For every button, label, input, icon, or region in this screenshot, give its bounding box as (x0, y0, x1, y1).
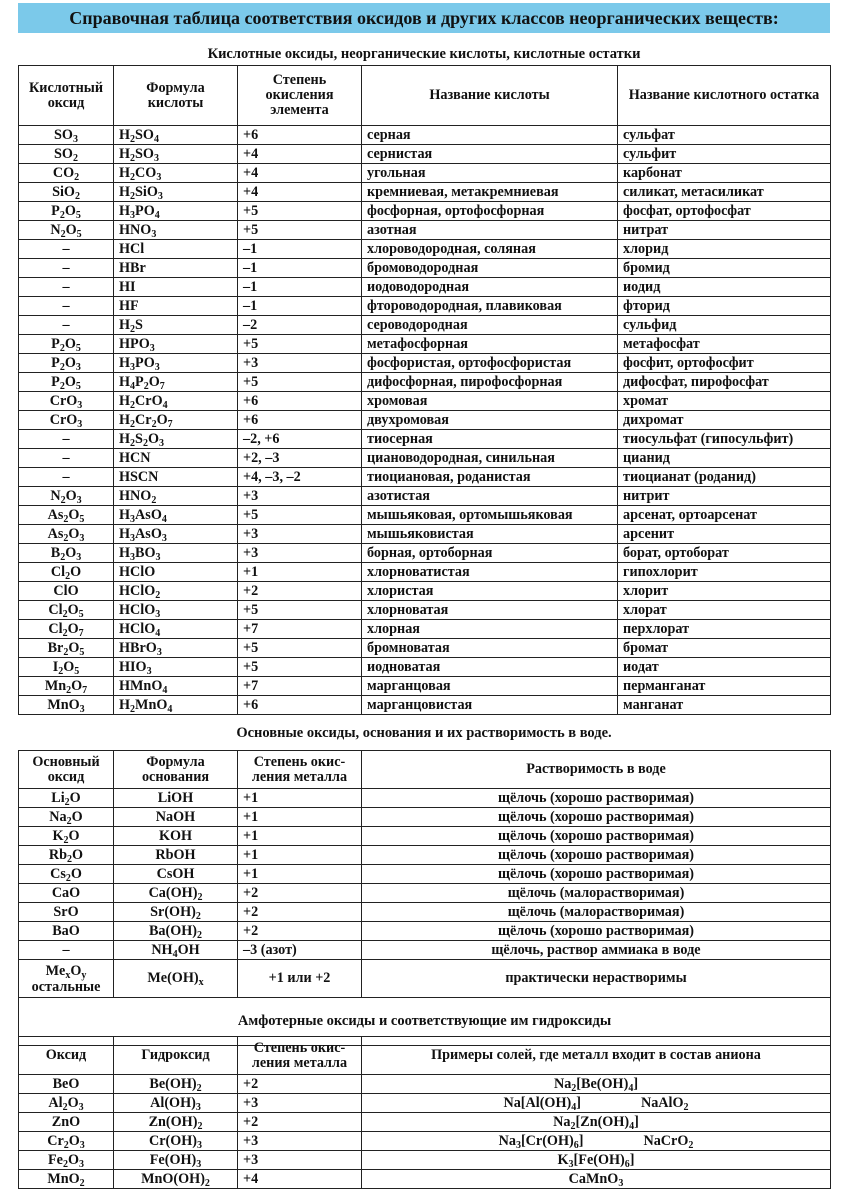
acid-oxidation-cell: +5 (238, 373, 362, 392)
amph-hydroxide-cell: $Zn(OH)_2$ (114, 1113, 238, 1132)
table-row (19, 430, 831, 449)
acid-name-cell: хлорная (362, 620, 618, 639)
amph-salts-cell (362, 1113, 831, 1132)
amph-oxidation-cell: +3 (238, 1094, 362, 1113)
acid-residue-cell: хлорат (618, 601, 831, 620)
amph-oxide-cell: MnO$_2$ (19, 1170, 114, 1189)
acid-residue-cell: тиосульфат (гипосульфит) (618, 430, 831, 449)
basic-oxide-cell: CaO (19, 884, 114, 903)
acid-oxidation-cell: +5 (238, 335, 362, 354)
salt-formula: NaAlO$_2$ (640, 1094, 689, 1113)
basic-base-cell: $Ca(OH)_2$ (114, 884, 238, 903)
amph-oxidation-cell: +4 (238, 1170, 362, 1189)
acid-name-cell: циановодородная, синильная (362, 449, 618, 468)
acid-oxidation-cell: +7 (238, 620, 362, 639)
amph-oxide-cell: BeO (19, 1075, 114, 1094)
acid-name-cell: бромноватая (362, 639, 618, 658)
acid-oxide-cell: – (19, 316, 114, 335)
acid-formula-cell: $H_3AsO_4$ (114, 506, 238, 525)
table-row (19, 696, 831, 715)
table-row (19, 411, 831, 430)
acid-residue-cell: фторид (618, 297, 831, 316)
table-row (19, 789, 831, 808)
basic-solubility-cell: щёлочь (хорошо растворимая) (362, 922, 831, 941)
basic-oxide-cell: SrO (19, 903, 114, 922)
acid-oxide-cell: $As_2O_3$ (19, 525, 114, 544)
amph-hydroxide-cell: $Cr(OH)_3$ (114, 1132, 238, 1151)
acid-name-cell: мышьяковая, ортомышьяковая (362, 506, 618, 525)
amph-hydroxide-cell: $Be(OH)_2$ (114, 1075, 238, 1094)
acid-oxidation-cell: +5 (238, 601, 362, 620)
basic-oxide-cell: $Cs_2O$ (19, 865, 114, 884)
table-row (19, 941, 831, 960)
acid-oxidation-cell: +3 (238, 354, 362, 373)
basic-base-cell: NaOH (114, 808, 238, 827)
acid-formula-cell: $H_4P_2O_7$ (114, 373, 238, 392)
table-row (19, 563, 831, 582)
acid-name-cell: фосфористая, ортофосфористая (362, 354, 618, 373)
table-row (19, 827, 831, 846)
basic-oxidation-cell: +2 (238, 903, 362, 922)
basic-base-cell: $Ba(OH)_2$ (114, 922, 238, 941)
acid-name-cell: фосфорная, ортофосфорная (362, 202, 618, 221)
acid-formula-cell: $H_2SO_3$ (114, 145, 238, 164)
table-row (19, 316, 831, 335)
acid-formula-cell: $H_3PO_3$ (114, 354, 238, 373)
acid-name-cell: сероводородная (362, 316, 618, 335)
acid-name-cell: хлористая (362, 582, 618, 601)
acid-oxide-cell: – (19, 259, 114, 278)
acid-oxide-cell: $B_2O_3$ (19, 544, 114, 563)
acid-oxide-cell: ClO (19, 582, 114, 601)
table-row (19, 658, 831, 677)
basic-solubility-cell: щёлочь (хорошо растворимая) (362, 808, 831, 827)
acid-oxide-cell: MnO$_3$ (19, 696, 114, 715)
table-row (19, 392, 831, 411)
amph-header-oxidation: Степень окис-ления металла (238, 1037, 362, 1075)
acid-name-cell: хлороводородная, соляная (362, 240, 618, 259)
acid-oxidation-cell: +5 (238, 506, 362, 525)
amph-salts-cell (362, 1094, 831, 1113)
acid-oxide-cell: $Br_2O_5$ (19, 639, 114, 658)
acid-name-cell: азотистая (362, 487, 618, 506)
amph-oxide-cell: $Fe_2O_3$ (19, 1151, 114, 1170)
acid-residue-cell: метафосфат (618, 335, 831, 354)
basic-oxidation-cell: +1 (238, 789, 362, 808)
basic-oxide-cell: $Li_2O$ (19, 789, 114, 808)
amph-salts-cell (362, 1170, 831, 1189)
amph-header-salts: Примеры солей, где металл входит в состав аниона (362, 1037, 831, 1075)
basic-solubility-cell: щёлочь, раствор аммиака в воде (362, 941, 831, 960)
acid-name-cell: азотная (362, 221, 618, 240)
amph-hydroxide-cell: $MnO(OH)_2$ (114, 1170, 238, 1189)
acid-residue-cell: перхлорат (618, 620, 831, 639)
acid-oxidation-cell: +4 (238, 164, 362, 183)
acid-residue-cell: иодид (618, 278, 831, 297)
acid-formula-cell: HSCN (114, 468, 238, 487)
acid-name-cell: кремниевая, метакремниевая (362, 183, 618, 202)
acid-formula-cell: $H_2MnO_4$ (114, 696, 238, 715)
table-row (19, 373, 831, 392)
acid-oxide-cell: – (19, 278, 114, 297)
basic-table (18, 750, 831, 1046)
acid-oxide-cell: – (19, 468, 114, 487)
acid-header-residue: Название кислотного остатка (618, 66, 831, 126)
acid-oxide-cell: – (19, 449, 114, 468)
salt-formula: NaCrO$_2$ (643, 1132, 694, 1151)
acid-residue-cell: гипохлорит (618, 563, 831, 582)
acid-formula-cell: $H_3BO_3$ (114, 544, 238, 563)
acid-residue-cell: иодат (618, 658, 831, 677)
acid-residue-cell: тиоцианат (роданид) (618, 468, 831, 487)
acid-oxidation-cell: +3 (238, 525, 362, 544)
acid-residue-cell: борат, ортоборат (618, 544, 831, 563)
acid-residue-cell: нитрат (618, 221, 831, 240)
basic-solubility-cell: щёлочь (хорошо растворимая) (362, 789, 831, 808)
basic-table-caption: Основные оксиды, основания и их растворимость в воде. (236, 725, 612, 741)
acid-oxide-cell: $P_2O_3$ (19, 354, 114, 373)
basic-oxidation-cell: +1 (238, 827, 362, 846)
basic-base-cell: $NH_4OH$ (114, 941, 238, 960)
table-row (19, 240, 831, 259)
acid-oxide-cell: $I_2O_5$ (19, 658, 114, 677)
basic-oxidation-cell: +2 (238, 884, 362, 903)
amph-salts-cell (362, 1075, 831, 1094)
acid-name-cell: мышьяковистая (362, 525, 618, 544)
basic-header-oxidation: Степень окис-ления металла (238, 751, 362, 789)
acid-residue-cell: фосфит, ортофосфит (618, 354, 831, 373)
table-row (19, 468, 831, 487)
acid-oxidation-cell: +6 (238, 392, 362, 411)
amph-oxidation-cell: +3 (238, 1132, 362, 1151)
acid-name-cell: марганцовистая (362, 696, 618, 715)
acid-oxidation-cell: –1 (238, 240, 362, 259)
acid-residue-cell: бромат (618, 639, 831, 658)
acid-formula-cell: $H_2SiO_3$ (114, 183, 238, 202)
table-row (19, 601, 831, 620)
basic-solubility-cell: практически нерастворимы (362, 960, 831, 998)
acid-oxide-cell: CrO$_3$ (19, 392, 114, 411)
table-row (19, 582, 831, 601)
acid-residue-cell: арсенит (618, 525, 831, 544)
acid-oxide-cell: – (19, 430, 114, 449)
table-row (19, 164, 831, 183)
acid-oxide-cell: $P_2O_5$ (19, 202, 114, 221)
acid-oxidation-cell: +4 (238, 145, 362, 164)
basic-oxide-cell: – (19, 941, 114, 960)
basic-oxide-cell: BaO (19, 922, 114, 941)
page-title-banner (18, 3, 830, 33)
acid-name-cell: угольная (362, 164, 618, 183)
acid-formula-cell: $H_2SO_4$ (114, 126, 238, 145)
acid-name-cell: иодноватая (362, 658, 618, 677)
acid-oxidation-cell: +6 (238, 126, 362, 145)
acid-formula-cell: $HPO_3$ (114, 335, 238, 354)
basic-header-oxide: Основный оксид (19, 751, 114, 789)
basic-base-cell: LiOH (114, 789, 238, 808)
acid-formula-cell: $HIO_3$ (114, 658, 238, 677)
basic-oxidation-cell: +1 (238, 846, 362, 865)
basic-solubility-cell: щёлочь (хорошо растворимая) (362, 827, 831, 846)
acid-oxidation-cell: +5 (238, 658, 362, 677)
table-row (19, 525, 831, 544)
table-row (19, 487, 831, 506)
salt-formula: $Na_2[Be(OH)_4]$ (553, 1075, 639, 1094)
acid-oxide-cell: $N_2O_3$ (19, 487, 114, 506)
acid-oxide-cell: $SO_3$ (19, 126, 114, 145)
acid-oxide-cell: CrO$_3$ (19, 411, 114, 430)
table-row (19, 183, 831, 202)
acid-residue-cell: нитрит (618, 487, 831, 506)
basic-oxidation-cell: +2 (238, 922, 362, 941)
basic-solubility-cell: щёлочь (малорастворимая) (362, 884, 831, 903)
table-row (19, 449, 831, 468)
basic-solubility-cell: щёлочь (хорошо растворимая) (362, 846, 831, 865)
acid-header-oxidation: Степень окисления элемента (238, 66, 362, 126)
amph-oxidation-cell: +2 (238, 1113, 362, 1132)
acid-residue-cell: сульфит (618, 145, 831, 164)
amph-header-hydroxide: Гидроксид (114, 1037, 238, 1075)
acid-oxide-cell: $P_2O_5$ (19, 373, 114, 392)
acid-residue-cell: силикат, метасиликат (618, 183, 831, 202)
table-row (19, 639, 831, 658)
acid-oxide-cell: – (19, 297, 114, 316)
basic-oxidation-cell: +1 (238, 865, 362, 884)
acid-oxidation-cell: +3 (238, 544, 362, 563)
table-row (19, 903, 831, 922)
basic-base-cell: KOH (114, 827, 238, 846)
acid-residue-cell: бромид (618, 259, 831, 278)
acid-formula-cell: HClO$_3$ (114, 601, 238, 620)
acid-table (18, 65, 831, 715)
basic-header-base: Формула основания (114, 751, 238, 789)
basic-header-solubility: Растворимость в воде (362, 751, 831, 789)
acid-oxidation-cell: +2, –3 (238, 449, 362, 468)
acid-header-formula: Формула кислоты (114, 66, 238, 126)
acid-formula-cell: HBrO$_3$ (114, 639, 238, 658)
acid-formula-cell: HCN (114, 449, 238, 468)
table-row (19, 620, 831, 639)
acid-table-caption: Кислотные оксиды, неорганические кислоты, кислотные остатки (207, 46, 641, 62)
general-oxide-formula: $Me_xO_y$ (45, 962, 87, 981)
basic-base-cell: $Me(OH)_x$ (114, 960, 238, 998)
acid-formula-cell: HBr (114, 259, 238, 278)
acid-formula-cell: $H_2CrO_4$ (114, 392, 238, 411)
acid-formula-cell: HMnO$_4$ (114, 677, 238, 696)
acid-oxidation-cell: –1 (238, 278, 362, 297)
basic-oxidation-cell: –3 (азот) (238, 941, 362, 960)
acid-oxidation-cell: –2 (238, 316, 362, 335)
basic-oxidation-cell: +1 (238, 808, 362, 827)
amph-table (18, 1036, 831, 1189)
amph-oxide-cell: $Al_2O_3$ (19, 1094, 114, 1113)
table-row (19, 506, 831, 525)
acid-oxidation-cell: +5 (238, 221, 362, 240)
acid-oxidation-cell: +1 (238, 563, 362, 582)
basic-base-cell: CsOH (114, 865, 238, 884)
amph-hydroxide-cell: $Al(OH)_3$ (114, 1094, 238, 1113)
table-row (19, 960, 831, 998)
table-row (19, 297, 831, 316)
acid-oxide-cell: $N_2O_5$ (19, 221, 114, 240)
acid-residue-cell: дифосфат, пирофосфат (618, 373, 831, 392)
salt-formula: $Na_2[Zn(OH)_4]$ (553, 1113, 639, 1132)
basic-base-cell: $Sr(OH)_2$ (114, 903, 238, 922)
acid-name-cell: иодоводородная (362, 278, 618, 297)
acid-oxidation-cell: –1 (238, 297, 362, 316)
table-row (19, 677, 831, 696)
acid-residue-cell: карбонат (618, 164, 831, 183)
amph-oxide-cell: ZnO (19, 1113, 114, 1132)
acid-oxide-cell: – (19, 240, 114, 259)
basic-oxide-cell: $Rb_2O$ (19, 846, 114, 865)
table-row (19, 1151, 831, 1170)
acid-name-cell: бромоводородная (362, 259, 618, 278)
basic-solubility-cell: щёлочь (хорошо растворимая) (362, 865, 831, 884)
acid-name-cell: хлорноватистая (362, 563, 618, 582)
table-row (19, 354, 831, 373)
salt-formula: $K_3[Fe(OH)_6]$ (557, 1151, 635, 1170)
table-row (19, 922, 831, 941)
acid-name-cell: двухромовая (362, 411, 618, 430)
basic-oxidation-cell: +1 или +2 (238, 960, 362, 998)
basic-oxide-cell: $Na_2O$ (19, 808, 114, 827)
acid-residue-cell: фосфат, ортофосфат (618, 202, 831, 221)
table-row (19, 1132, 831, 1151)
basic-oxide-cell (19, 960, 114, 998)
salt-formula: $Na[Al(OH)_4]$ (503, 1094, 581, 1113)
acid-oxidation-cell: –1 (238, 259, 362, 278)
table-row (19, 808, 831, 827)
basic-solubility-cell: щёлочь (малорастворимая) (362, 903, 831, 922)
acid-residue-cell: хлорит (618, 582, 831, 601)
acid-oxidation-cell: +4 (238, 183, 362, 202)
acid-oxidation-cell: +3 (238, 487, 362, 506)
amph-header-oxide: Оксид (19, 1037, 114, 1075)
acid-formula-cell: $H_3AsO_3$ (114, 525, 238, 544)
acid-oxidation-cell: +6 (238, 411, 362, 430)
table-row (19, 884, 831, 903)
table-row (19, 145, 831, 164)
table-row (19, 126, 831, 145)
acid-oxidation-cell: +6 (238, 696, 362, 715)
table-row (19, 846, 831, 865)
acid-name-cell: сернистая (362, 145, 618, 164)
acid-oxide-cell: $SO_2$ (19, 145, 114, 164)
acid-name-cell: хромовая (362, 392, 618, 411)
acid-formula-cell: HCl (114, 240, 238, 259)
amph-salts-cell (362, 1132, 831, 1151)
acid-oxidation-cell: +5 (238, 202, 362, 221)
salt-formula: CaMnO$_3$ (568, 1170, 624, 1189)
acid-oxide-cell: $Cl_2O_5$ (19, 601, 114, 620)
acid-residue-cell: цианид (618, 449, 831, 468)
table-row (19, 335, 831, 354)
acid-header-oxide: Кислотный оксид (19, 66, 114, 126)
acid-name-cell: хлорноватая (362, 601, 618, 620)
acid-name-cell: борная, ортоборная (362, 544, 618, 563)
acid-formula-cell: $H_2CO_3$ (114, 164, 238, 183)
basic-oxide-cell: $K_2O$ (19, 827, 114, 846)
acid-name-cell: тиосерная (362, 430, 618, 449)
acid-formula-cell: $H_3PO_4$ (114, 202, 238, 221)
acid-formula-cell: $H_2Cr_2O_7$ (114, 411, 238, 430)
acid-formula-cell: HF (114, 297, 238, 316)
basic-base-cell: RbOH (114, 846, 238, 865)
table-row (19, 544, 831, 563)
acid-formula-cell: $H_2S$ (114, 316, 238, 335)
acid-oxide-cell: $Cl_2O_7$ (19, 620, 114, 639)
acid-name-cell: серная (362, 126, 618, 145)
acid-residue-cell: перманганат (618, 677, 831, 696)
acid-oxide-cell: $Cl_2O$ (19, 563, 114, 582)
acid-name-cell: тиоциановая, роданистая (362, 468, 618, 487)
acid-oxidation-cell: +4, –3, –2 (238, 468, 362, 487)
acid-oxide-cell: SiO$_2$ (19, 183, 114, 202)
acid-oxide-cell: $Mn_2O_7$ (19, 677, 114, 696)
table-row (19, 221, 831, 240)
table-row (19, 1094, 831, 1113)
page-title: Справочная таблица соответствия оксидов и других классов неорганических веществ: (69, 8, 779, 28)
acid-formula-cell: $H_2S_2O_3$ (114, 430, 238, 449)
amph-oxide-cell: $Cr_2O_3$ (19, 1132, 114, 1151)
acid-residue-cell: манганат (618, 696, 831, 715)
amph-oxidation-cell: +3 (238, 1151, 362, 1170)
acid-formula-cell: HI (114, 278, 238, 297)
acid-formula-cell: HClO$_2$ (114, 582, 238, 601)
acid-oxide-cell: $As_2O_5$ (19, 506, 114, 525)
acid-formula-cell: $HNO_2$ (114, 487, 238, 506)
salt-formula: $Na_3[Cr(OH)_6]$ (498, 1132, 584, 1151)
acid-residue-cell: хромат (618, 392, 831, 411)
table-row (19, 865, 831, 884)
table-row (19, 1113, 831, 1132)
acid-residue-cell: сульфат (618, 126, 831, 145)
acid-oxide-cell: $CO_2$ (19, 164, 114, 183)
acid-oxidation-cell: +7 (238, 677, 362, 696)
acid-residue-cell: дихромат (618, 411, 831, 430)
amph-salts-cell (362, 1151, 831, 1170)
table-row (19, 259, 831, 278)
acid-name-cell: метафосфорная (362, 335, 618, 354)
acid-formula-cell: $HNO_3$ (114, 221, 238, 240)
table-row (19, 1075, 831, 1094)
acid-residue-cell: хлорид (618, 240, 831, 259)
acid-oxidation-cell: +5 (238, 639, 362, 658)
acid-name-cell: фтороводородная, плавиковая (362, 297, 618, 316)
acid-residue-cell: сульфид (618, 316, 831, 335)
acid-name-cell: дифосфорная, пирофосфорная (362, 373, 618, 392)
amph-oxidation-cell: +2 (238, 1075, 362, 1094)
acid-formula-cell: HClO (114, 563, 238, 582)
acid-name-cell: марганцовая (362, 677, 618, 696)
acid-oxide-cell: $P_2O_5$ (19, 335, 114, 354)
acid-formula-cell: HClO$_4$ (114, 620, 238, 639)
acid-oxidation-cell: +2 (238, 582, 362, 601)
table-row (19, 278, 831, 297)
table-row (19, 1170, 831, 1189)
acid-residue-cell: арсенат, ортоарсенат (618, 506, 831, 525)
general-oxide-note: остальные (31, 978, 101, 995)
acid-oxidation-cell: –2, +6 (238, 430, 362, 449)
table-row (19, 202, 831, 221)
amph-hydroxide-cell: $Fe(OH)_3$ (114, 1151, 238, 1170)
amph-table-caption: Амфотерные оксиды и соответствующие им гидроксиды (19, 998, 831, 1046)
acid-header-name: Название кислоты (362, 66, 618, 126)
